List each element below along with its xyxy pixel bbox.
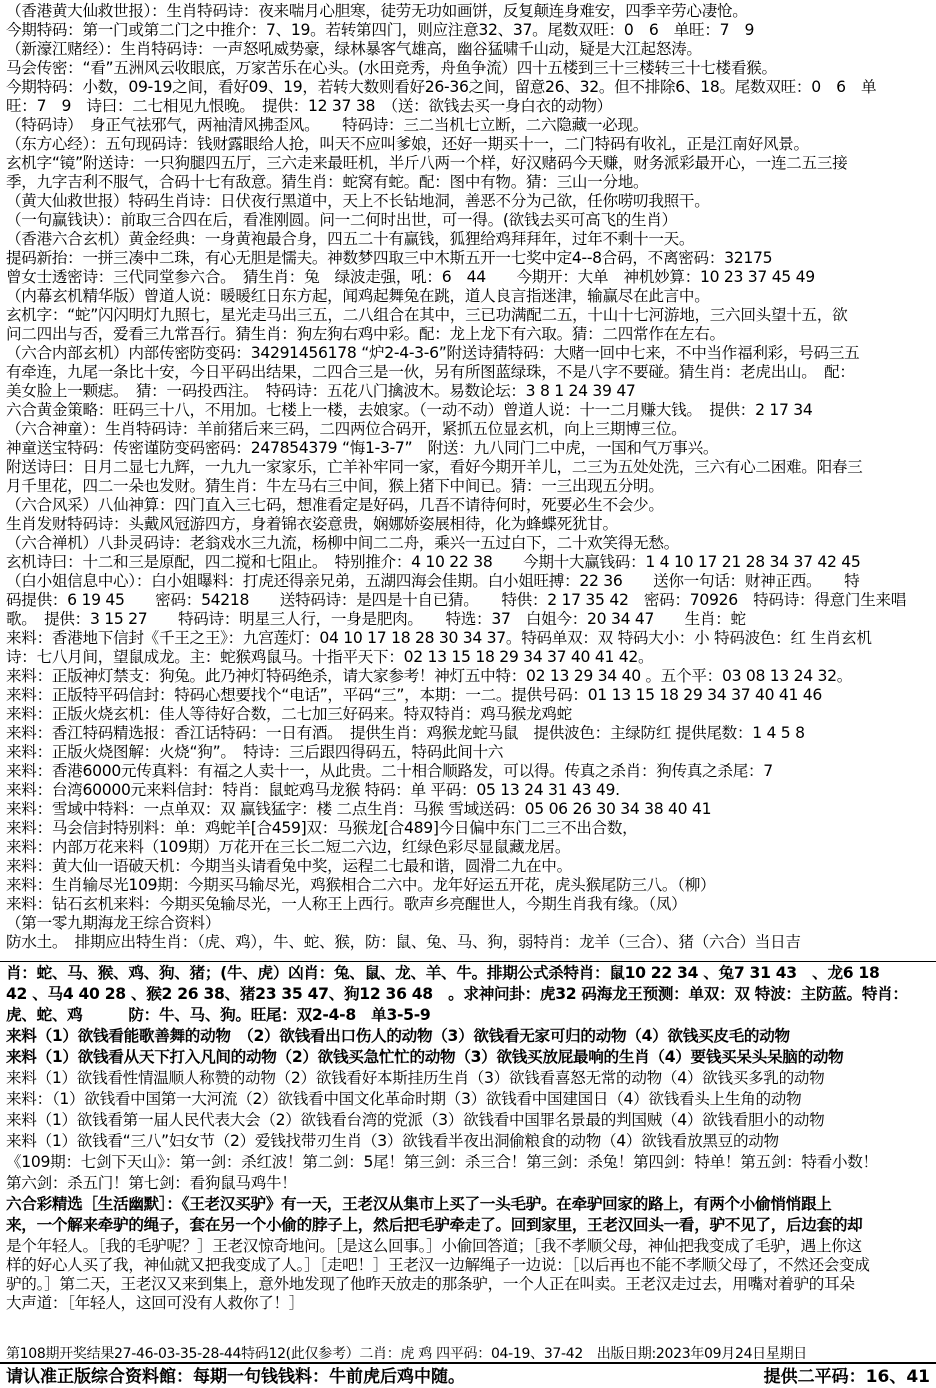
text-line: 月千里花，四二一朵也发财。猜生肖：牛左马右三中间，猴上猪下中间已。猜：一三出现五分明。 [6,477,664,495]
text-line: （六合内部玄机）内部传密防变码：34291456178 “炉2-4-3-6”附送诗猜特码：大赌一回中七来，不中当作福利彩，号码三五 [6,344,860,362]
text-line: 来，一个解来牵驴的绳子，套在另一个小偷的脖子上，然后把毛驴牵走了。回到家里，王老汉回头一看，驴不见了，后边套的却 [6,1216,863,1234]
text-line: （内幕玄机精华版）曾道人说：暖暖红日东方起，闻鸡起舞兔在跳，道人良言指迷津，输赢尽在此言中。 [6,287,710,305]
text-line: （第一零九期海龙王综合资料） [6,914,221,932]
text-line: 提码新抬：一拼三凑中二珠，有心无胆是懦夫。神数梦四取三中木斯五开一七奖中定4--8合码，不离密码：32175 [6,249,773,267]
text-line: 六合黄金策略：旺码三十八，不用加。七楼上一楼，去娘家。（一动不动）曾道人说：十一二月赚大钱。 提供：2 17 34 [6,401,813,419]
text-line: 来料：正版特平码信封：特码心想要找个“电话”，平码“三”，本期：一二。提供号码：01 13 15 18 29 34 37 40 41 46 [6,686,823,704]
text-line: 曾女士透密诗：三代同堂参六合。 猜生肖：兔 绿波走强，吼：6 44 今期开：大单 神机妙算：10 23 37 45 49 [6,268,815,286]
text-line: 来料（1）欲钱看“三八”妇女节（2）爱钱找带刃生肖（3）欲钱看半夜出洞偷粮食的动物（4）欲钱看放黑豆的动物 [6,1132,779,1150]
text-line: 第六剑：杀五门！第七剑：看狗鼠马鸡牛！ [6,1174,297,1192]
section-heading: 肖：蛇、马、猴、鸡、狗、猪；(牛、虎）凶肖：兔、鼠、龙、羊、牛。排期公式杀特肖：鼠10 22 34 、兔7 31 43 、龙6 18 [6,964,880,982]
text-line: 是个年轻人。［我的毛驴呢？］王老汉惊奇地问。［是这么回事。］小偷回答道；［我不孝顺父母，神仙把我变成了毛驴，遇上你这 [6,1237,862,1255]
text-line: 歌。 提供：3 15 27 特码诗：明星三人行，一身是肥肉。 特选：37 白姐今：20 34 47 生肖：蛇 [6,610,746,628]
bottom-banner [6,1366,930,1388]
text-line: （黄大仙救世报）特码生肖诗：日伏夜行黑道中，天上不长钻地洞，善恶不分为己欲，任你唠叨我照干。 [6,192,710,210]
draw-result-footer: 第108期开奖结果27-46-03-35-28-44特码12(此仅参考）二肖：虎 鸡 四平码：04-19、37-42 出版日期:2023年09月24日星期日 [6,1346,807,1362]
text-line: 样的好心人买了我，神仙就又把我变成了人。］［走吧！］王老汉一边解绳子一边说：［以后再也不能不孝顺父母了，不然还会变成 [6,1256,870,1274]
text-line: 来料（1）欲钱看第一届人民代表大会（2）欲钱看台湾的党派（3）欲钱看中国罪名景最的判国贼（4）欲钱看胆小的动物 [6,1111,825,1129]
text-line: 来料：黄大仙一语破天机：今期当头请看兔中奖，运程二七最和谐，圆滑二九在中。 [6,857,572,875]
text-line: 来料（1）欲钱看能歌善舞的动物 （2）欲钱看出口伤人的动物（3）欲钱看无家可归的动物（4）欲钱买皮毛的动物 [6,1027,790,1045]
text-line: 来料：正版火烧图解：火烧“狗”。 特诗：三后跟四得码五，特码此间十六 [6,743,504,761]
text-line: 季，九字吉利不服气，合码十七有敌意。猜生肖：蛇窝有蛇。配：图中有物。猜：三山一分地。 [6,173,649,191]
text-line: 来料：生肖输尽光109期：今期买马输尽光，鸡猴相合二六中。龙年好运五开花，虎头猴尾防三八。（柳） [6,876,716,894]
text-line: 问二四出与否，爱看三九常吾行。猜生肖：狗左狗右鸡中彩。配：龙上龙下有六取。猜：二四常作在左右。 [6,325,725,343]
text-line: 玄机字：“蛇”闪闪明灯九照七，星光走马出三五，二八组合在其中，三已功满配二五，十山十七河游地，三六回头望十五，欲 [6,306,848,324]
text-line: 来料：内部万花来料（109期）万花开在三长二短二六边，红绿色彩尽显鼠藏龙居。 [6,838,571,856]
text-line: 诗：七八月间，望鼠成龙。主：蛇猴鸡鼠马。十指平天下：02 13 15 18 29 34 37 40 41 42。 [6,648,654,666]
text-line: 防水土。 排期应出特生肖：（虎、鸡），牛、蛇、猴，防：鼠、兔、马、狗，弱特肖：龙羊（三合）、猪（六合）当日吉 [6,933,801,951]
footer-divider [0,1362,936,1364]
text-line: 42 、马4 40 28 、猴2 26 38、猪23 35 47、狗12 36 48 。求神问卦：虎32 码海龙王预测：单双：双 特波：主防蓝。特肖： [6,985,908,1003]
text-line: 大声道：［年轻人，这回可没有人救你了！］ [6,1294,305,1312]
text-line: 生肖发财特码诗：头戴风冠游四方，身着锦衣姿意贵，娴娜娇姿展相待，化为蜂蝶死犹甘。 [6,515,618,533]
text-line: 美女脸上一颗痣。 猜：一码投西注。 特码诗：五花八门擒波木。易数论坛：3 8 1 24 39 47 [6,382,636,400]
text-line: （一句赢钱诀）：前取三合四在后，看准刚圆。问一二何时出世，可一得。(欲钱去买可高飞的生肖） [6,211,677,229]
text-line: （特码诗） 身正气祛邪气，两袖清风拂歪风。 特码诗：三二当机七立断，二六隐藏一必现。 [6,116,649,134]
text-line: 来料（1）欲钱看性情温顺人称赞的动物（2）欲钱看好本斯挂历生肖（3）欲钱看喜怒无常的动物（4）欲钱买多乳的动物 [6,1069,825,1087]
text-line: （六合风采）八仙神算：四门直入三七码，想准看定是好码，几吾不请待何时，死要必生不会少。 [6,496,664,514]
text-line: 有牵连，九尾一条比十安，今日平码出结果，二四合三是一伙，另有所图蓝绿珠，不是八字不要碰。猜生肖：老虎出山。 配： [6,363,855,381]
text-line: （香港六合玄机）黄金经典：一身黄袍最合身，四五二十有赢钱，狐狸给鸡拜拜年，过年不剩十一天。 [6,230,695,248]
text-line: 附送诗曰：日月二显七九辉，一九九一家家乐，亡羊补牢同一家，看好今期开羊儿，二三为五处处洗，三六有心二困难。阳春三 [6,458,863,476]
text-line: （六合禅机）八卦灵码诗：老翁戏水三九流，杨柳中间二二舟，乘兴一五过白下，二十欢笑得无愁。 [6,534,679,552]
text-line: 今期特码：第一门或第二门之中推介：7、19。若转第四门，则应注意32、37。尾数双旺：0 6 单旺：7 9 [6,21,755,39]
text-line: （白小姐信息中心）：白小姐曝料：打虎还得亲兄弟，五湖四海会佳期。白小姐旺搏：22 36 送你一句话：财神正西。 特 [6,572,860,590]
text-line: （新濠江赌经）：生肖特码诗：一声怒吼威势豪，绿林暴客气雄高，幽谷猛啸千山动，疑是大江起怒涛。 [6,40,702,58]
text-line: 虎、蛇、鸡 防：牛、马、狗。旺尾：双2-4-8 单3-5-9 [6,1006,431,1024]
text-line: 来料：马会信封特别料：单：鸡蛇羊[合459]双：马猴龙[合489]今日偏中东门二三不出合数， [6,819,638,837]
text-line: （香港黄大仙救世报）：生肖特码诗：夜来喘月心胆寒，徒劳无功如画饼，反复颠连身难安，四季辛劳心凄怆。 [6,2,748,20]
banner-right-text: 提供二平码：16、41 [763,1367,930,1387]
text-line: 来料：正版火烧玄机：佳人等待好合数，二七加三好码来。特双特肖：鸡马猴龙鸡蛇 [6,705,572,723]
text-line: 来料：香港地下信封《千王之王》：九宫莲灯：04 10 17 18 28 30 34 37。特码单双：双 特码大小：小 特码波色：红 生肖玄机 [6,629,872,647]
text-line: 来料：香江特码精选报：香江话特码：一日有酒。 提供生肖：鸡猴龙蛇马鼠 提供波色：主绿防红 提供尾数：1 4 5 8 [6,724,805,742]
text-line: 来料：钻石玄机来料：今期买兔输尽光，一人称王上西行。歌声乡亮醒世人，今期生肖我有缘。（凤） [6,895,687,913]
text-line: 驴的。］第二天，王老汉又来到集上，意外地发现了他昨天放走的那条驴，一个人正在叫卖。王老汉走过去，用嘴对着驴的耳朵 [6,1275,855,1293]
text-line: 来料：（1）欲钱看中国第一大河流（2）欲钱看中国文化革命时期（3）欲钱看中国建国日（4）欲钱看头上生角的动物 [6,1090,802,1108]
text-line: 玄机诗曰：十二和三是原配，四二搅和七阻止。 特别推介：4 10 22 38 今期十大赢钱码：1 4 10 17 21 28 34 37 42 45 [6,553,861,571]
text-line: 码提供：6 19 45 密码：54218 送特码诗：是四是十自已猜。 特供：2 17 35 42 密码：70926 特码诗：得意门生来唱 [6,591,907,609]
text-line: 《109期：七剑下天山》：第一剑：杀红波！第二剑：5尾！第三剑：杀三合！第三剑：杀兔！第四剑：特单！第五剑：特看小数！ [6,1153,878,1171]
text-line: 来料：雪域中特料：一点单双：双 赢钱猛字：楼 二点生肖：马猴 雪域送码：05 06 26 30 34 38 40 41 [6,800,712,818]
text-line: 来料：香港6000元传真料：有福之人卖十一，从此贵。二十相合顺路发，可以得。传真之杀肖：狗传真之杀尾：7 [6,762,773,780]
text-line: 旺：7 9 诗曰：二七相见九恨晚。 提供：12 37 38 （送：欲钱去买一身白衣的动物） [6,97,612,115]
text-line: 马会传密：“看”五洲风云收眼底，万家苦乐在心头。(水田竞秀，舟鱼争流）四十五楼到三十三楼转三十七楼看猴。 [6,59,777,77]
text-line: 六合彩精选［生活幽默］：《王老汉买驴》有一天，王老汉从集市上买了一头毛驴。在牵驴回家的路上，有两个小偷悄悄跟上 [6,1195,832,1213]
text-line: 来料：正版神灯禁支：狗兔。此乃神灯特码绝杀，请大家参考！神灯五中特：02 13 29 34 40 。五个平：03 08 13 24 32。 [6,667,853,685]
text-line: 来料（1）欲钱看从天下打入凡间的动物（2）欲钱买急忙忙的动物（3）欲钱买放屁最响的生肖（4）要钱买呆头呆脑的动物 [6,1048,844,1066]
text-line: 玄机字“镜”附送诗：一只狗腿四五厅，三六走来最旺机，半斤八两一个样，好汉赌码今天赚，财务派彩最开心，一连二五三接 [6,154,848,172]
text-line: 神童送宝特码：传密谨防变码密码：247854379 “悔1-3-7” 附送：九八同门二中虎，一国和气万事兴。 [6,439,719,457]
text-line: （东方心经）：五句现码诗：钱财露眼给人抢，叫天不应叫爹娘，还好一期买十一，二门特码有收礼，正是江南好风景。 [6,135,809,153]
banner-left-text: 请认准正版综合资料館：每期一句钱钱料：牛前虎后鸡中随。 [6,1367,465,1387]
text-line: 来料：台湾60000元来料信封：特肖：鼠蛇鸡马龙猴 特码：单 平码：05 13 24 31 43 49. [6,781,620,799]
text-line: 今期特码：小数，09-19之间，看好09、19，若转大数则看好26-36之间，留意26、32。但不排除6、18。尾数双旺：0 6 单 [6,78,877,96]
text-line: （六合神童）：生肖特码诗：羊前猪后来三码，二四两位合码开，紧抓五位显玄机，向上三期博三位。 [6,420,687,438]
